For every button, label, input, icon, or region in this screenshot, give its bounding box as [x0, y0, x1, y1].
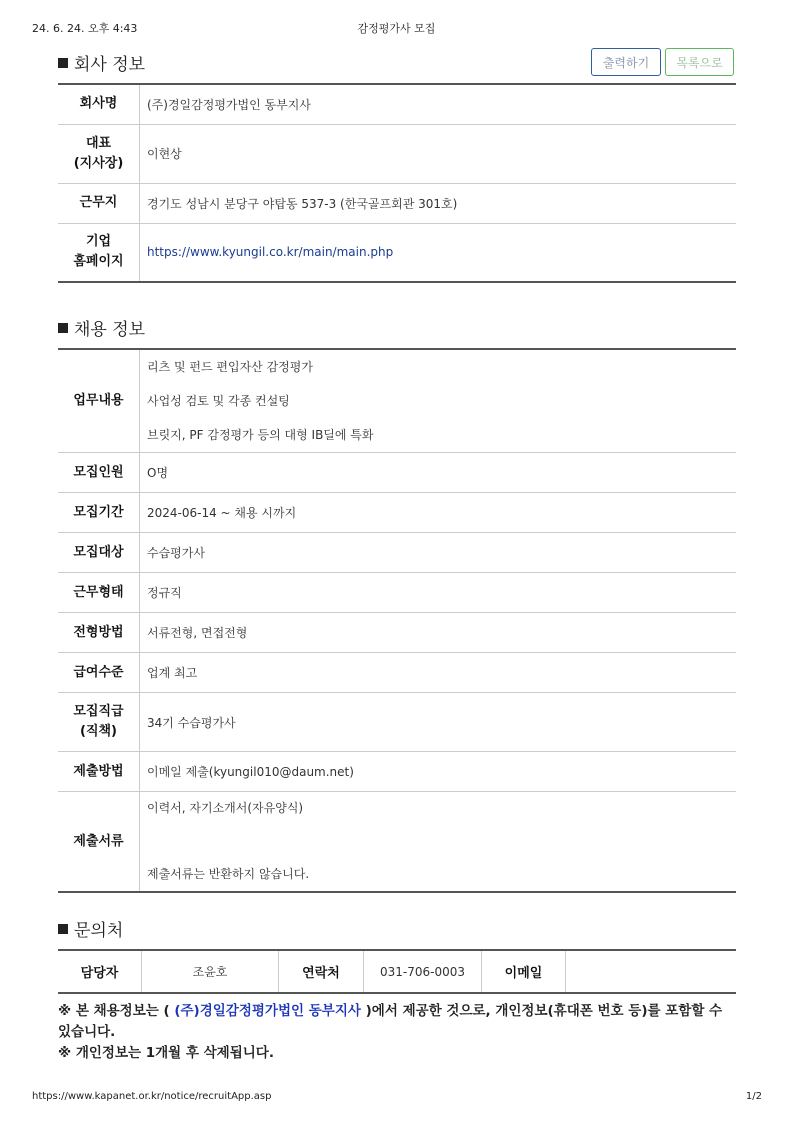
duty-item: 리츠 및 펀드 편입자산 감정평가: [147, 360, 313, 374]
recruit-row: [58, 573, 736, 613]
list-button[interactable]: 목록으로: [665, 48, 734, 76]
company-info-table: [58, 83, 736, 283]
row-label: 대표 (지사장): [58, 124, 140, 183]
square-bullet-icon: [58, 58, 68, 68]
homepage-cell: [140, 223, 737, 282]
recruit-section-title: 채용 정보: [58, 315, 145, 340]
square-bullet-icon: [58, 323, 68, 333]
recruit-row: [58, 453, 736, 493]
company-row: [58, 84, 736, 124]
document-item: [147, 825, 736, 858]
row-label: 모집인원: [58, 453, 140, 493]
company-row: [58, 124, 736, 183]
work-location: 경기도 성남시 분당구 야탑동 537-3 (한국골프회관 301호): [140, 183, 737, 223]
row-label: 전형방법: [58, 613, 140, 653]
phone-value: 031-706-0003: [364, 950, 482, 993]
row-label: 근무지: [58, 183, 140, 223]
notice-company-name: (주)경일감정평가법인 동부지사: [174, 1003, 361, 1019]
row-label: 모집기간: [58, 493, 140, 533]
company-row: [58, 183, 736, 223]
row-label: 모집직급 (직책): [58, 693, 140, 752]
recruit-row: [58, 613, 736, 653]
recruit-row: [58, 533, 736, 573]
headcount: O명: [140, 453, 737, 493]
manager-name: 조윤호: [142, 950, 279, 993]
documents-list: [140, 792, 737, 893]
row-label: 근무형태: [58, 573, 140, 613]
document-item: 이력서, 자기소개서(자유양식): [147, 801, 304, 815]
recruit-position: 34기 수습평가사: [140, 693, 737, 752]
recruit-target: 수습평가사: [140, 533, 737, 573]
print-url: https://www.kapanet.or.kr/notice/recruitApp.asp: [32, 1091, 272, 1102]
notice-block: [58, 1001, 738, 1064]
salary-level: 업계 최고: [140, 653, 737, 693]
company-row: [58, 223, 736, 282]
row-label: 제출방법: [58, 752, 140, 792]
submission-method: 이메일 제출(kyungil010@daum.net): [140, 752, 737, 792]
print-page-number: 1/2: [745, 1091, 762, 1102]
selection-method: 서류전형, 면접전형: [140, 613, 737, 653]
recruit-row: [58, 693, 736, 752]
row-label: 기업 홈페이지: [58, 223, 140, 282]
recruit-row: [58, 752, 736, 792]
phone-label: 연락처: [279, 950, 364, 993]
row-label: 모집대상: [58, 533, 140, 573]
row-label: 급여수준: [58, 653, 140, 693]
duty-item: 브릿지, PF 감정평가 등의 대형 IB딜에 특화: [147, 428, 374, 442]
duties-list: [140, 349, 737, 453]
email-label: 이메일: [482, 950, 566, 993]
print-button[interactable]: 출력하기: [591, 48, 661, 76]
square-bullet-icon: [58, 924, 68, 934]
document-item: 제출서류는 반환하지 않습니다.: [147, 867, 310, 881]
recruit-period: 2024-06-14 ~ 채용 시까지: [140, 493, 737, 533]
representative-name: 이현상: [140, 124, 737, 183]
recruit-info-table: [58, 348, 736, 893]
contact-row: [58, 950, 736, 993]
print-datetime: 24. 6. 24. 오후 4:43: [32, 22, 138, 35]
row-label: 회사명: [58, 84, 140, 124]
company-section-title: 회사 정보: [58, 50, 145, 75]
row-label: 제출서류: [58, 792, 140, 893]
recruit-row: [58, 653, 736, 693]
print-page-title: 감정평가사 모집: [357, 22, 436, 35]
contact-section-title: 문의처: [58, 916, 123, 941]
notice-line: ※ 개인정보는 1개월 후 삭제됩니다.: [58, 1045, 274, 1061]
recruit-row: [58, 349, 736, 453]
duty-item: 사업성 검토 및 각종 컨설팅: [147, 394, 290, 408]
email-value: [566, 950, 737, 993]
recruit-row: [58, 792, 736, 893]
homepage-link[interactable]: https://www.kyungil.co.kr/main/main.php: [147, 245, 394, 260]
employment-type: 정규직: [140, 573, 737, 613]
company-name: (주)경일감정평가법인 동부지사: [140, 84, 737, 124]
row-label: 업무내용: [58, 349, 140, 453]
notice-line: ※ 본 채용정보는 ( (주)경일감정평가법인 동부지사 )에서 제공한 것으로, 개인정보(휴대폰 번호 등)를 포함할 수 있습니다.: [58, 1003, 723, 1040]
manager-label: 담당자: [58, 950, 142, 993]
contact-table: [58, 949, 736, 994]
recruit-row: [58, 493, 736, 533]
